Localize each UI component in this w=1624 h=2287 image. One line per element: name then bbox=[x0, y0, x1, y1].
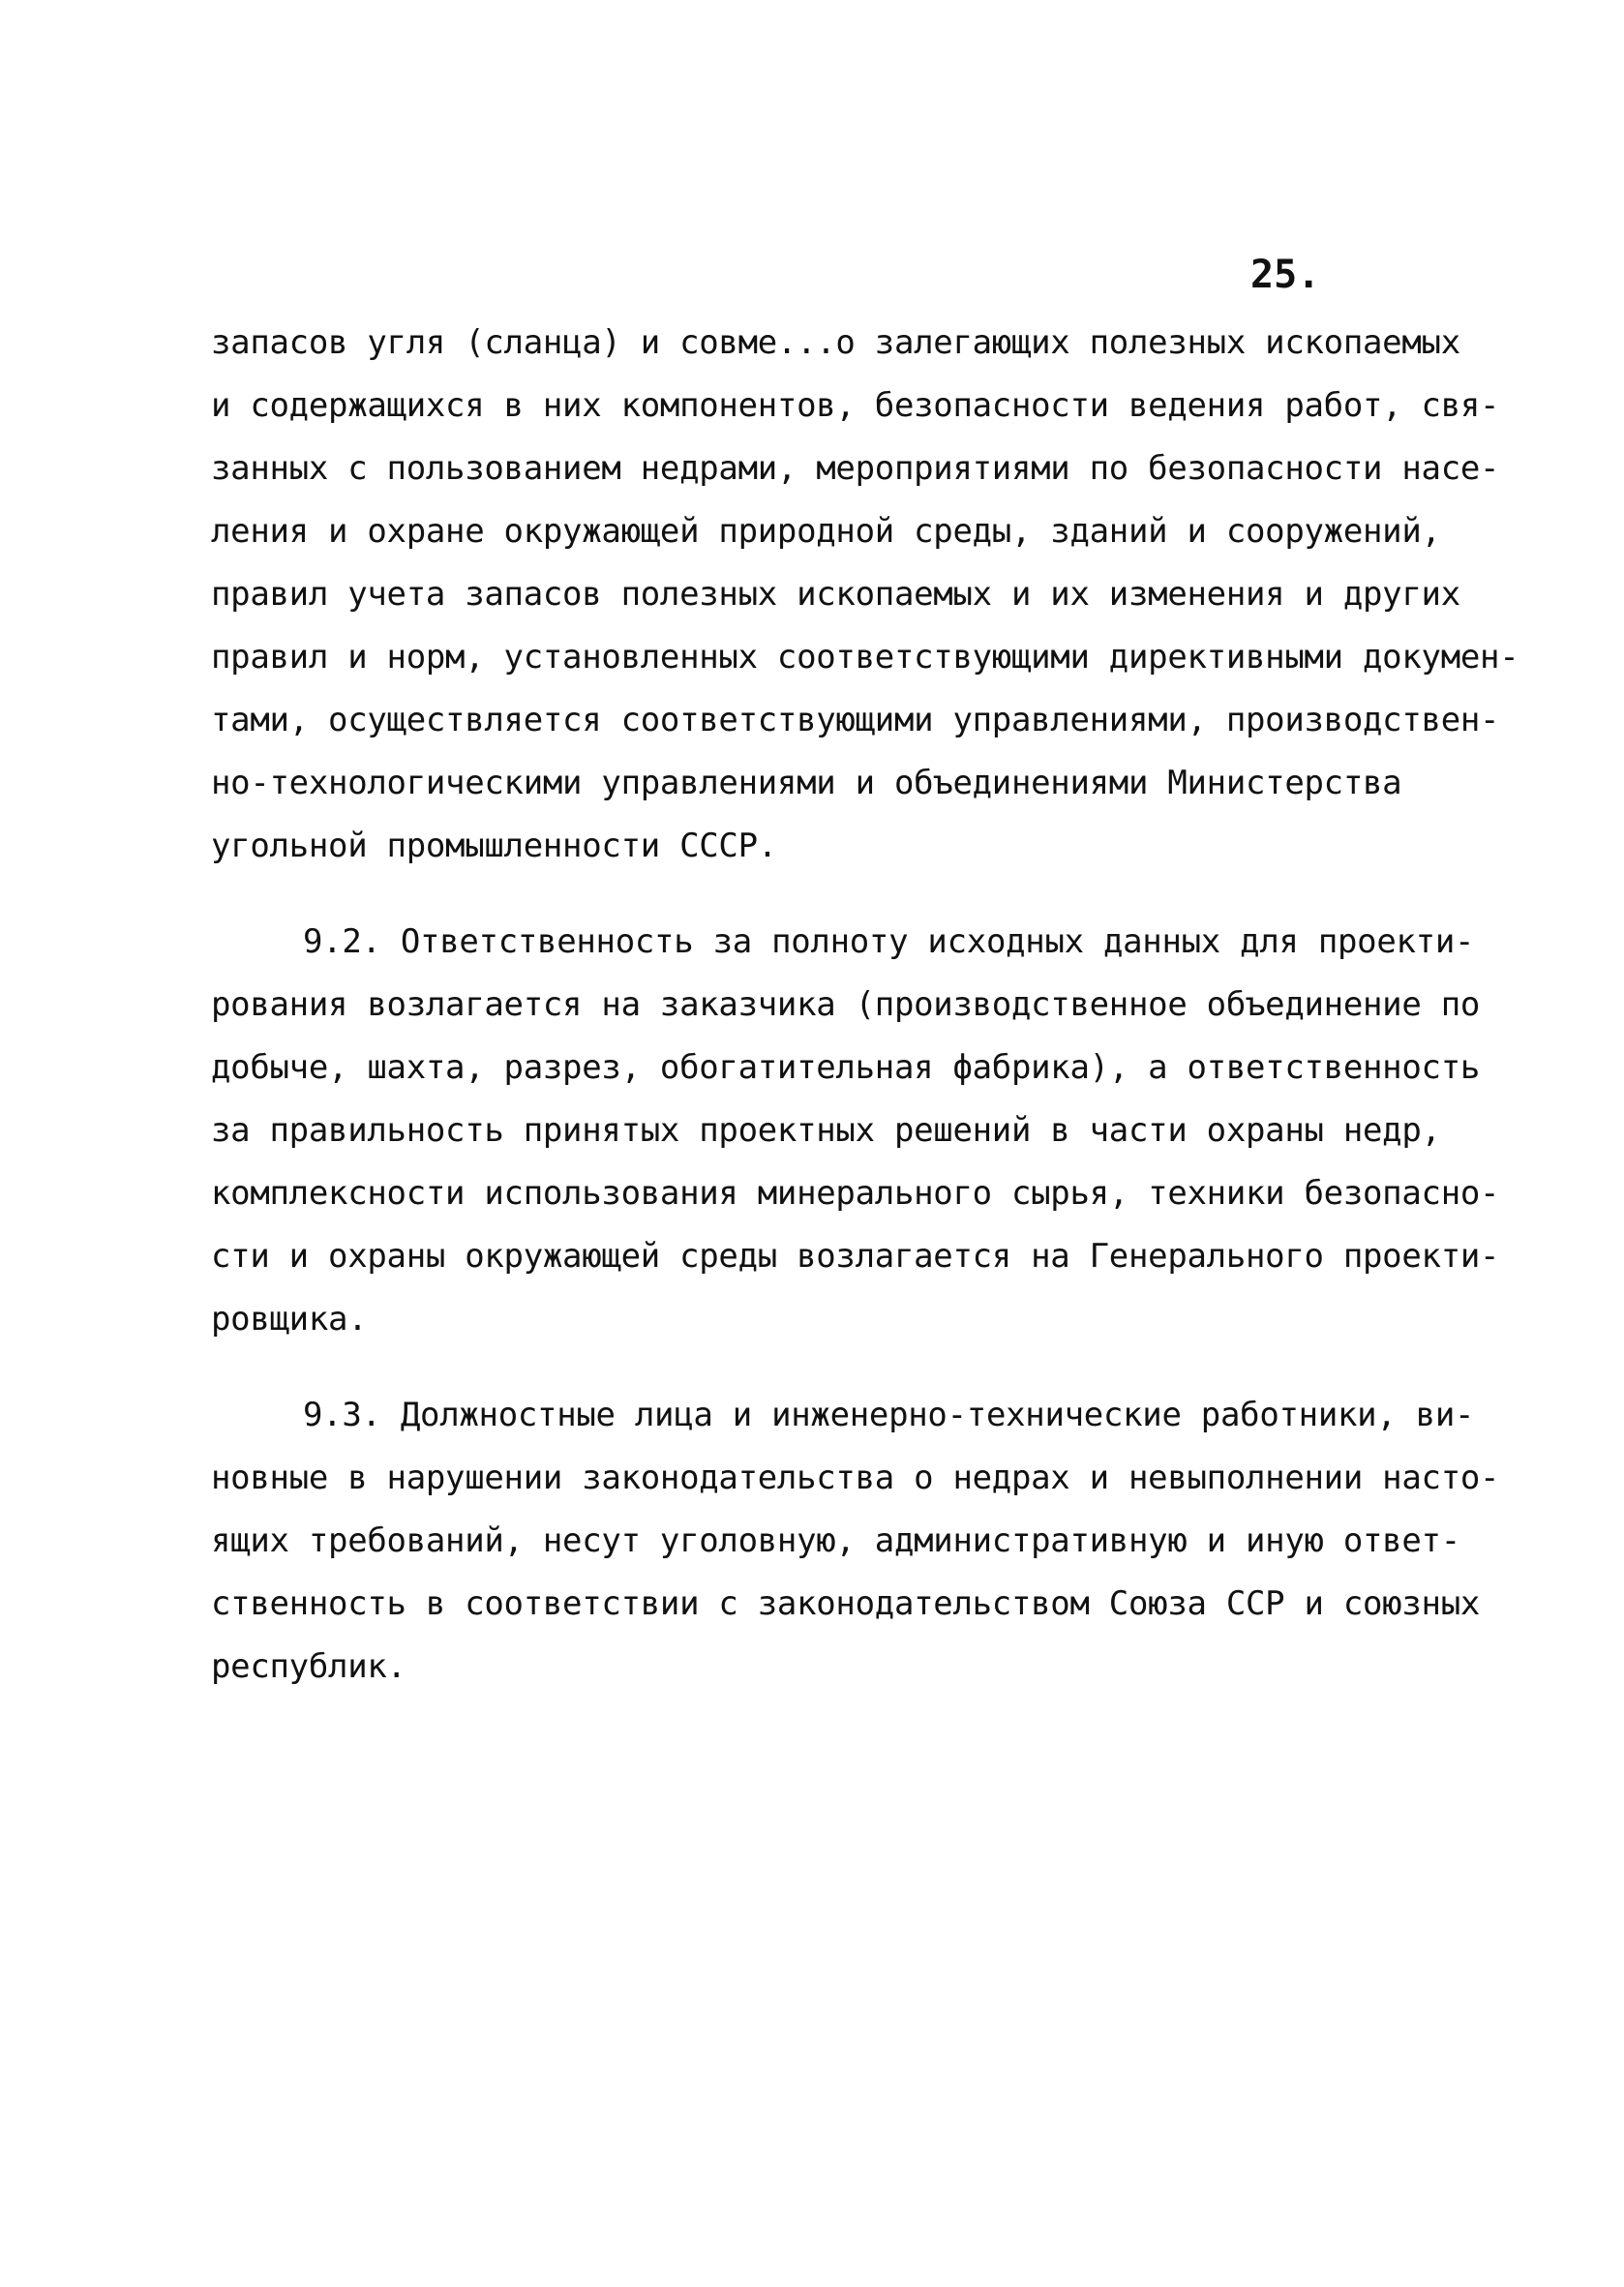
text-line: и содержащихся в них компонентов, безопасности ведения работ, свя- bbox=[211, 386, 1500, 425]
text-line: запасов угля (сланца) и совме...о залегающих полезных ископаемых bbox=[211, 323, 1460, 362]
text-line: ящих требований, несут уголовную, административную и иную ответ- bbox=[211, 1521, 1460, 1560]
text-line: правил и норм, установленных соответствующими директивными докумен- bbox=[211, 638, 1519, 677]
page-number: 25. bbox=[1250, 253, 1321, 297]
paragraph-gap bbox=[211, 1351, 1459, 1384]
paragraph-9-3 bbox=[211, 1384, 1500, 1699]
text-line: рования возлагается на заказчика (производственное объединение по bbox=[211, 985, 1481, 1024]
text-line: 9.2. Ответственность за полноту исходных данных для проекти- bbox=[303, 922, 1475, 961]
text-line: ления и охране окружающей природной среды, зданий и сооружений, bbox=[211, 512, 1441, 551]
paragraph-9-2 bbox=[211, 911, 1500, 1351]
text-line: ственность в соответствии с законодательством Союза ССР и союзных bbox=[211, 1584, 1481, 1623]
paragraph-gap bbox=[211, 878, 1459, 911]
text-line: за правильность принятых проектных решений в части охраны недр, bbox=[211, 1111, 1441, 1150]
text-line: ровщика. bbox=[211, 1300, 368, 1339]
text-line: угольной промышленности СССР. bbox=[211, 827, 777, 865]
text-line: республик. bbox=[211, 1647, 406, 1686]
text-line: комплексности использования минерального сырья, техники безопасно- bbox=[211, 1174, 1500, 1213]
text-line: правил учета запасов полезных ископаемых и их изменения и других bbox=[211, 575, 1460, 614]
text-line: но-технологическими управлениями и объединениями Министерства bbox=[211, 764, 1402, 802]
text-line: новные в нарушении законодательства о недрах и невыполнении насто- bbox=[211, 1459, 1500, 1497]
text-line: добыче, шахта, разрез, обогатительная фабрика), а ответственность bbox=[211, 1048, 1481, 1087]
text-line: занных с пользованием недрами, мероприятиями по безопасности насе- bbox=[211, 449, 1500, 488]
text-line: сти и охраны окружающей среды возлагается на Генерального проекти- bbox=[211, 1237, 1500, 1276]
paragraph-responsibility-oversight bbox=[211, 312, 1519, 878]
text-line: тами, осуществляется соответствующими управлениями, производствен- bbox=[211, 701, 1500, 739]
body-text bbox=[211, 312, 1519, 1699]
text-line: 9.3. Должностные лица и инженерно-технические работники, ви- bbox=[303, 1396, 1475, 1434]
